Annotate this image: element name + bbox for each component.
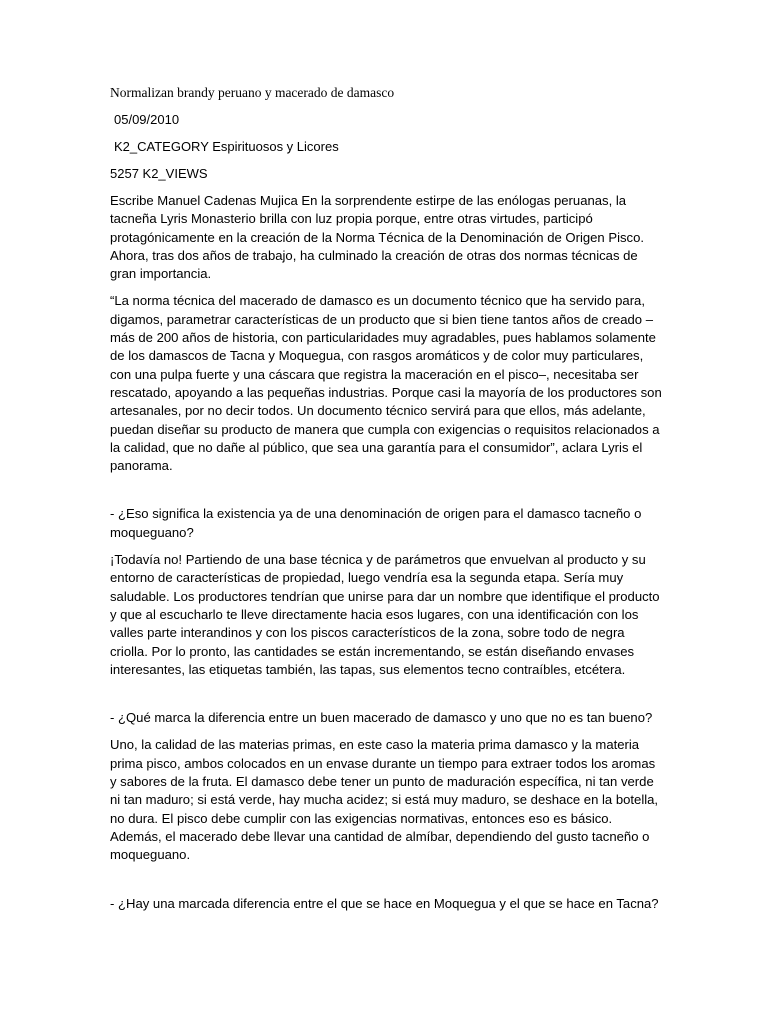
- paragraph-quote: “La norma técnica del macerado de damasco es un documento técnico que ha servido para, digamos, parametrar características de un producto que si bien tiene tantos años de creado – más de 200 años de historia, con particularidades muy agradables, pues hablamos solamente de los damascos de Tacna y Moquegua, con rasgos aromáticos y de color muy particulares, con una pulpa fuerte y una cáscara que registra la maceración en el pisco–, necesitaba ser rescatado, apoyando a las pequeñas industrias. Porque casi la mayoría de los productores son artesanales, por no decir todos. Un documento técnico servirá para que ellos, más adelante, puedan diseñar su producto de manera que cumpla con exigencias o requisitos relacionados a la calidad, que no dañe al público, que sea una garantía para el consumidor”, aclara Lyris el panorama.: [110, 293, 662, 474]
- answer-diferencia-calidad: Uno, la calidad de las materias primas, en este caso la materia prima damasco y la materia prima pisco, ambos colocados en un envase durante un tiempo para extraer todos los aromas y sabores de la fruta. El damasco debe tener un punto de maduración específica, ni tan verde ni tan maduro; si está verde, hay mucha acidez; si está muy maduro, se deshace en la botella, no dura. El pisco debe cumplir con las exigencias normativas, entonces eso es básico. Además, el macerado debe llevar una cantidad de almíbar, dependiendo del gusto tacneño o moqueguano.: [110, 737, 659, 863]
- question-moquegua-tacna: - ¿Hay una marcada diferencia entre el que se hace en Moquegua y el que se hace en Tacna?: [110, 895, 659, 911]
- answer-denominacion: ¡Todavía no! Partiendo de una base técnica y de parámetros que envuelvan al producto y su entorno de características de propiedad, luego vendría esa la segunda etapa. Sería muy saludable. Los productores tendrían que unirse para dar un nombre que identifique el producto y que al escucharlo te lleve directamente hacia esos lugares, con una identificación con los valles parte interandinos y con los piscos característicos de la zona, sobre todo de negra criolla. Por lo pronto, las cantidades se están incrementando, se están diseñando envases interesantes, las etiquetas también, las tapas, sus elementos tecno contraíbles, etcétera.: [110, 552, 660, 677]
- article-title: Normalizan brandy peruano y macerado de damasco: [110, 85, 395, 100]
- question-diferencia-calidad: - ¿Qué marca la diferencia entre un buen macerado de damasco y uno que no es tan bueno?: [110, 710, 653, 726]
- article-category: K2_CATEGORY Espirituosos y Licores: [114, 139, 339, 154]
- question-denominacion: - ¿Eso significa la existencia ya de una denominación de origen para el damasco tacneño o moqueguano?: [110, 506, 642, 540]
- article-date: 05/09/2010: [114, 112, 180, 127]
- document-page: [110, 84, 662, 922]
- paragraph-intro: Escribe Manuel Cadenas Mujica En la sorprendente estirpe de las enólogas peruanas, la tacneña Lyris Monasterio brilla con luz propia porque, entre otras virtudes, participó protagónicamente en la creación de la Norma Técnica de la Denominación de Origen Pisco. Ahora, tras dos años de trabajo, ha culminado la creación de otras dos normas técnicas de gran importancia.: [110, 193, 644, 282]
- article-views: 5257 K2_VIEWS: [110, 166, 208, 181]
